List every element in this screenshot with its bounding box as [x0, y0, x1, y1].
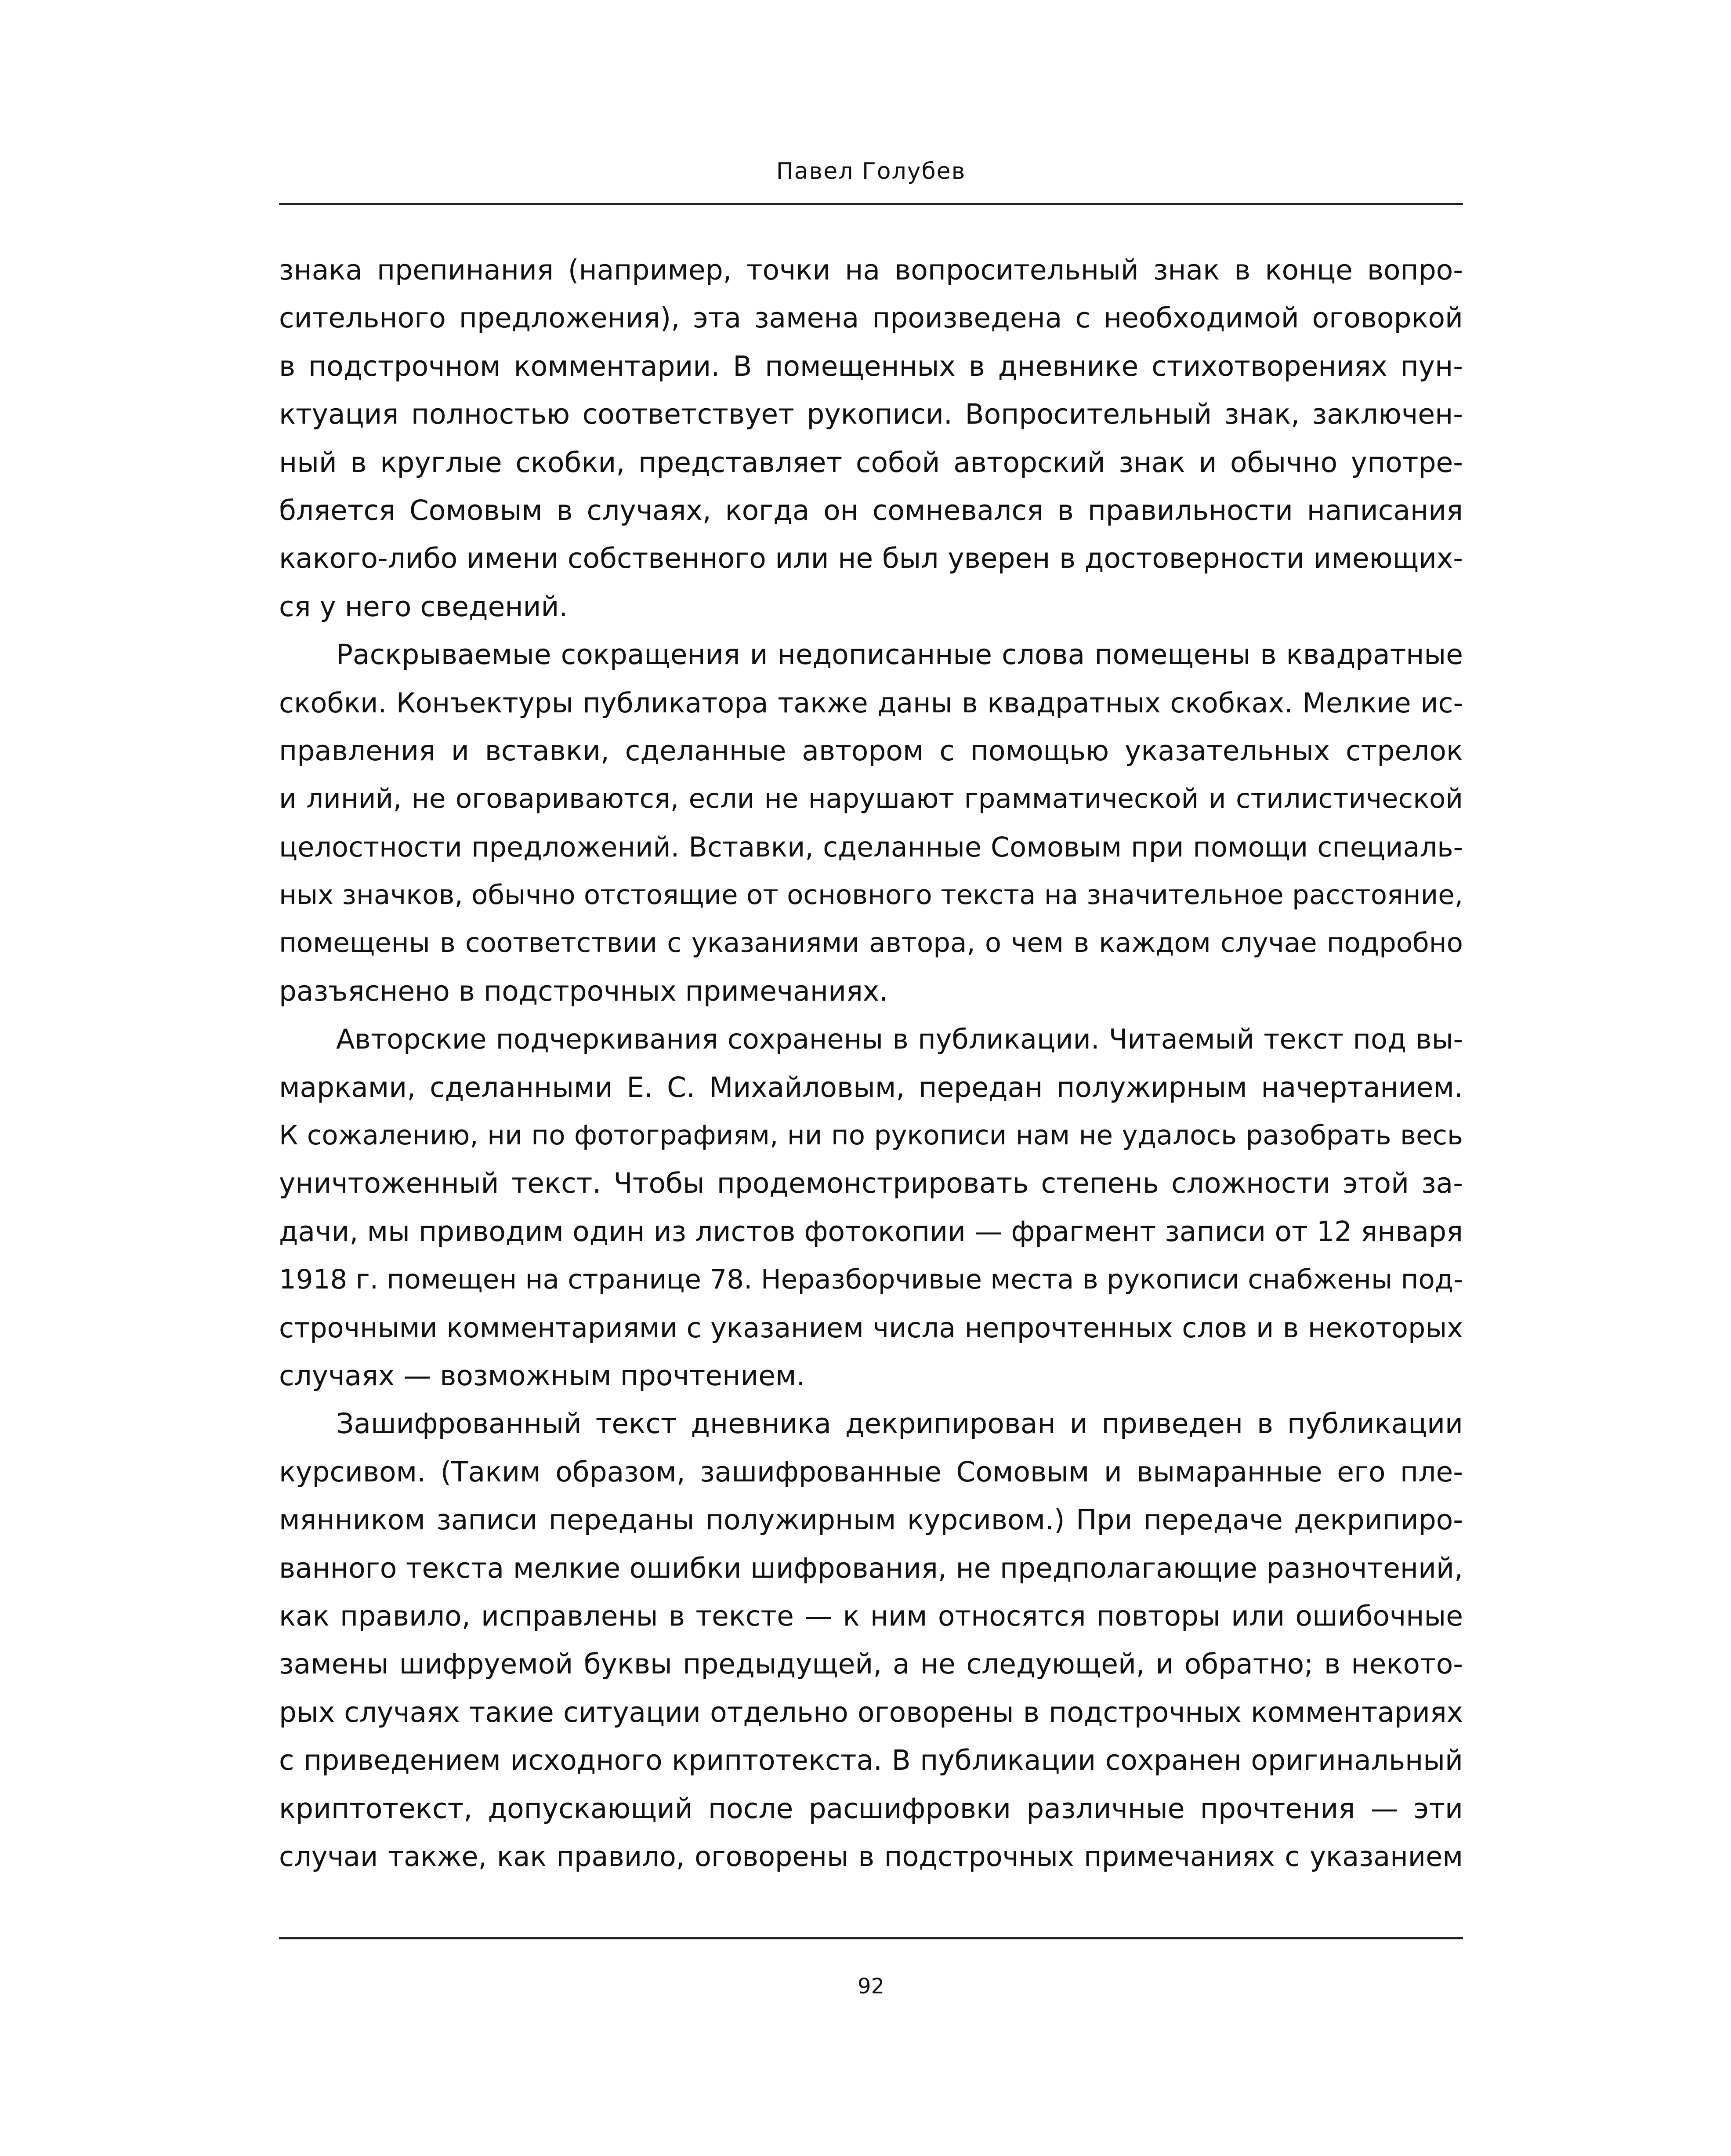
text-line: бляется Сомовым в случаях, когда он сомневался в правильности написания: [279, 494, 1463, 526]
text-line: уничтоженный текст. Чтобы продемонстрировать степень сложности этой за-: [279, 1167, 1463, 1200]
text-line: какого-либо имени собственного или не был уверен в достоверности имеющих-: [279, 542, 1463, 575]
text-line: ный в круглые скобки, представляет собой авторский знак и обычно употре-: [279, 446, 1463, 479]
text-line: криптотекст, допускающий после расшифровки различные прочтения — эти: [279, 1792, 1463, 1825]
text-line: ся у него сведений.: [279, 590, 568, 623]
paragraph: [279, 1400, 1463, 1880]
page-number: 92: [857, 1974, 885, 1999]
text-line: строчными комментариями с указанием числа непрочтенных слов и в некоторых: [279, 1311, 1463, 1344]
text-line: знака препинания (например, точки на вопросительный знак в конце вопро-: [279, 254, 1463, 286]
text-line: 1918 г. помещен на странице 78. Неразборчивые места в рукописи снабжены под-: [279, 1264, 1463, 1296]
paragraph: [279, 1015, 1463, 1400]
text-line: рых случаях такие ситуации отдельно оговорены в подстрочных комментариях: [279, 1696, 1463, 1728]
text-line: замены шифруемой буквы предыдущей, а не следующей, и обратно; в некото-: [279, 1648, 1463, 1681]
text-line: Зашифрованный текст дневника декрипирован и приведен в публикации: [336, 1408, 1463, 1440]
text-line: Авторские подчеркивания сохранены в публикации. Читаемый текст под вы-: [336, 1023, 1463, 1056]
text-line: правления и вставки, сделанные автором с помощью указательных стрелок: [279, 734, 1463, 767]
text-line: скобки. Конъектуры публикатора также даны в квадратных скобках. Мелкие ис-: [279, 686, 1463, 719]
text-line: К сожалению, ни по фотографиям, ни по рукописи нам не удалось разобрать весь: [279, 1120, 1463, 1151]
text-line: дачи, мы приводим один из листов фотокопии — фрагмент записи от 12 января: [279, 1215, 1463, 1248]
text-line: как правило, исправлены в тексте — к ним относятся повторы или ошибочные: [279, 1600, 1463, 1632]
text-line: ных значков, обычно отстоящие от основного текста на значительное расстояние,: [279, 879, 1463, 911]
text-line: ванного текста мелкие ошибки шифрования, не предполагающие разночтений,: [279, 1552, 1463, 1584]
text-line: и линий, не оговариваются, если не нарушают грамматической и стилистической: [279, 783, 1463, 815]
text-line: ктуация полностью соответствует рукописи. Вопросительный знак, заключен-: [279, 398, 1463, 431]
text-line: разъяснено в подстрочных примечаниях.: [279, 975, 888, 1007]
text-line: с приведением исходного криптотекста. В публикации сохранен оригинальный: [279, 1744, 1463, 1777]
footer-rule: [279, 1937, 1463, 1939]
paragraph: [279, 631, 1463, 1015]
text-line: в подстрочном комментарии. В помещенных в дневнике стихотворениях пун-: [279, 350, 1463, 382]
text-line: мянником записи переданы полужирным курсивом.) При передаче декрипиро-: [279, 1504, 1463, 1536]
body-text: [279, 246, 1463, 1880]
paragraph: [279, 246, 1463, 631]
text-line: помещены в соответствии с указаниями автора, о чем в каждом случае подробно: [279, 927, 1463, 959]
text-line: случаях — возможным прочтением.: [279, 1359, 805, 1392]
header-rule: [279, 203, 1463, 205]
text-line: курсивом. (Таким образом, зашифрованные Сомовым и вымаранные его пле-: [279, 1455, 1463, 1488]
running-head: Павел Голубев: [776, 158, 966, 185]
text-line: Раскрываемые сокращения и недописанные слова помещены в квадратные: [336, 639, 1463, 671]
text-line: случаи также, как правило, оговорены в подстрочных примечаниях с указанием: [279, 1840, 1463, 1873]
text-line: сительного предложения), эта замена произведена с необходимой оговоркой: [279, 302, 1463, 334]
text-line: целостности предложений. Вставки, сделанные Сомовым при помощи специаль-: [279, 831, 1463, 863]
text-line: марками, сделанными Е. С. Михайловым, передан полужирным начертанием.: [279, 1071, 1463, 1103]
